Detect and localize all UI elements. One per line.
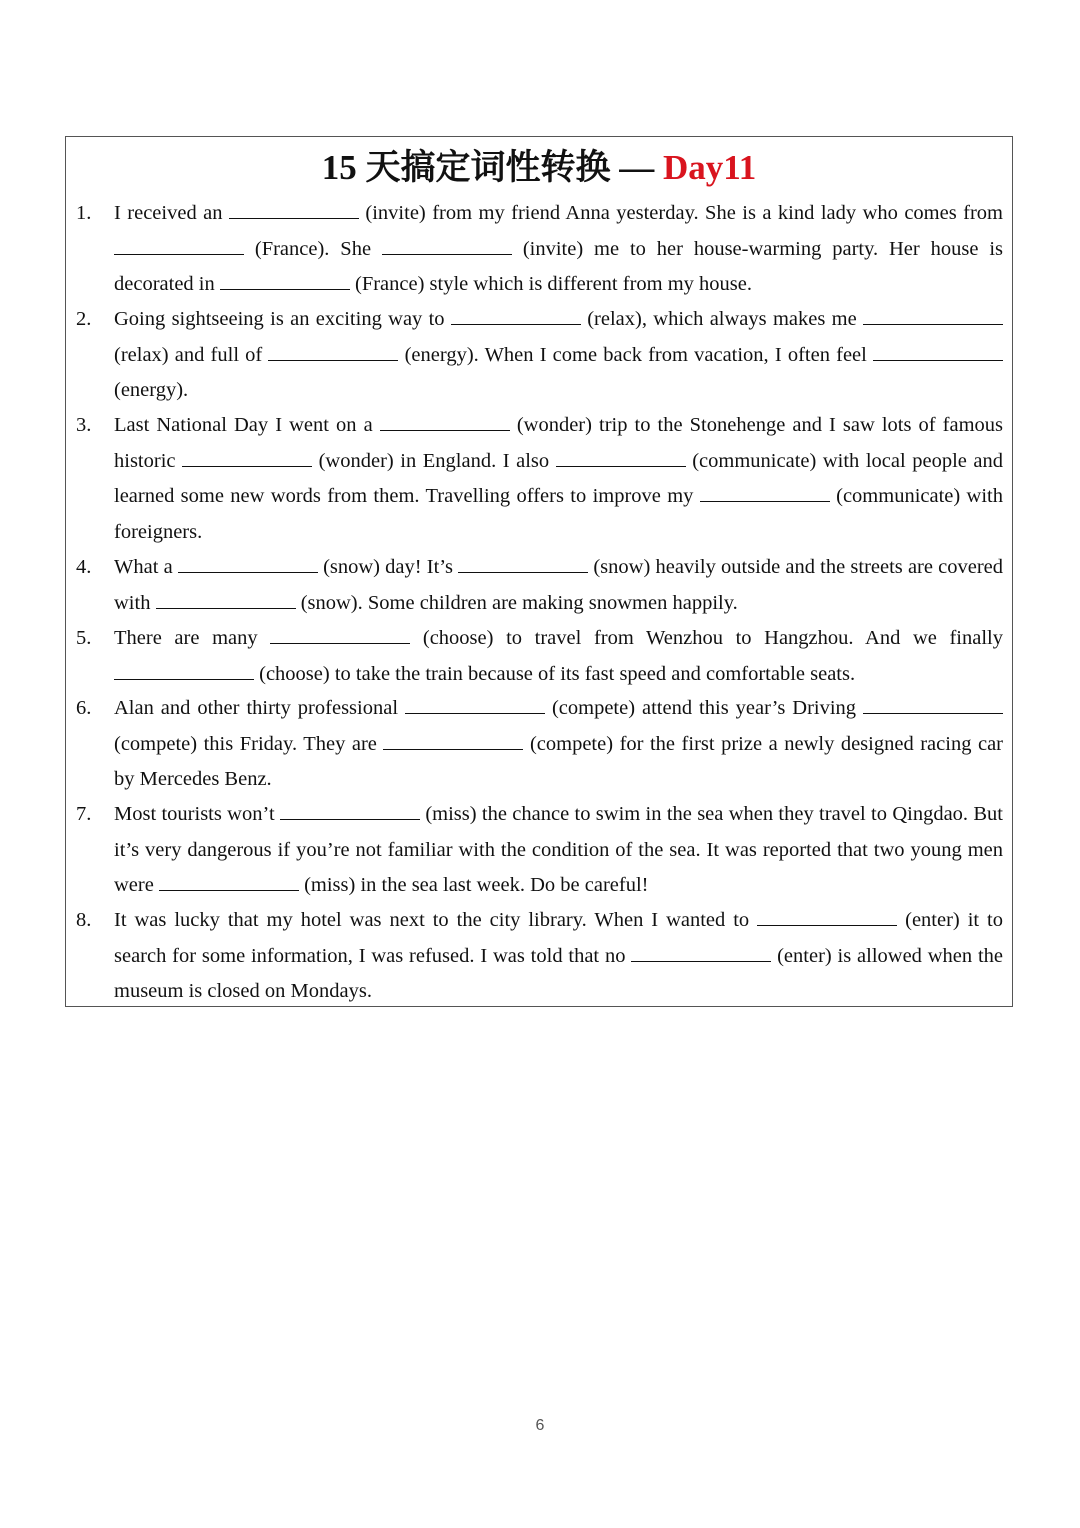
question-1: [66, 196, 1012, 303]
answer-blank[interactable]: [700, 485, 830, 502]
answer-blank[interactable]: [280, 803, 420, 820]
question-5: [66, 621, 1012, 692]
answer-blank[interactable]: [458, 556, 588, 573]
answer-blank[interactable]: [405, 697, 545, 714]
answer-blank[interactable]: [114, 238, 244, 255]
question-text: There are many (choose) to travel from Wenzhou to Hangzhou. And we finally (choose) to take the train because of its fast speed and comfortable seats.: [114, 627, 1003, 685]
question-number: 3.: [76, 414, 92, 436]
question-number: 4.: [76, 556, 92, 578]
question-text: What a (snow) day! It’s (snow) heavily outside and the streets are covered with (snow). Some children are making snowmen happily.: [114, 556, 1004, 614]
answer-blank[interactable]: [451, 308, 581, 325]
title-day: Day11: [662, 148, 757, 187]
answer-blank[interactable]: [631, 945, 771, 962]
question-number: 2.: [76, 308, 92, 330]
answer-blank[interactable]: [114, 663, 254, 680]
answer-blank[interactable]: [757, 909, 897, 926]
answer-blank[interactable]: [380, 414, 510, 431]
answer-blank[interactable]: [873, 344, 1003, 361]
answer-blank[interactable]: [229, 202, 359, 219]
answer-blank[interactable]: [863, 697, 1003, 714]
question-number: 7.: [76, 803, 92, 825]
question-number: 8.: [76, 909, 92, 931]
answer-blank[interactable]: [383, 733, 523, 750]
worksheet-box: [65, 136, 1013, 1007]
question-4: [66, 550, 1012, 621]
question-text: Most tourists won’t (miss) the chance to swim in the sea when they travel to Qingdao. But it’s very dangerous if you’re not familiar with the condition of the sea. It was reported that two young men were (miss) in the sea last week. Do be careful!: [114, 803, 1004, 896]
answer-blank[interactable]: [159, 874, 299, 891]
answer-blank[interactable]: [268, 344, 398, 361]
question-number: 1.: [76, 202, 92, 224]
answer-blank[interactable]: [270, 627, 410, 644]
question-2: [66, 302, 1012, 409]
answer-blank[interactable]: [182, 450, 312, 467]
question-6: [66, 691, 1012, 798]
question-text: I received an (invite) from my friend Anna yesterday. She is a kind lady who comes from (France). She (invite) me to her house-warming party. Her house is decorated in (France) style which is different from my house.: [114, 202, 1004, 295]
question-text: It was lucky that my hotel was next to the city library. When I wanted to (enter) it to search for some information, I was refused. I was told that no (enter) is allowed when the museum is closed on Mondays.: [114, 909, 1004, 1002]
answer-blank[interactable]: [863, 308, 1003, 325]
answer-blank[interactable]: [220, 273, 350, 290]
worksheet-title: [66, 145, 1012, 191]
question-text: Last National Day I went on a (wonder) trip to the Stonehenge and I saw lots of famous historic (wonder) in England. I also (communicate) with local people and learned some new words from them. Travelling offers to improve my (communicate) with foreigners.: [114, 414, 1004, 543]
title-main: 15 天搞定词性转换 —: [321, 148, 655, 187]
page-number: 6: [535, 1417, 545, 1434]
answer-blank[interactable]: [156, 592, 296, 609]
answer-blank[interactable]: [382, 238, 512, 255]
question-number: 6.: [76, 697, 92, 719]
question-3: [66, 408, 1012, 550]
answer-blank[interactable]: [178, 556, 318, 573]
answer-blank[interactable]: [556, 450, 686, 467]
question-text: Alan and other thirty professional (compete) attend this year’s Driving (compete) this Friday. They are (compete) for the first prize a newly designed racing car by Mercedes Benz.: [114, 697, 1003, 790]
question-7: [66, 797, 1012, 904]
question-number: 5.: [76, 627, 92, 649]
question-8: [66, 903, 1012, 1010]
question-text: Going sightseeing is an exciting way to (relax), which always makes me (relax) and full of (energy). When I come back from vacation, I often feel (energy).: [114, 302, 1003, 409]
